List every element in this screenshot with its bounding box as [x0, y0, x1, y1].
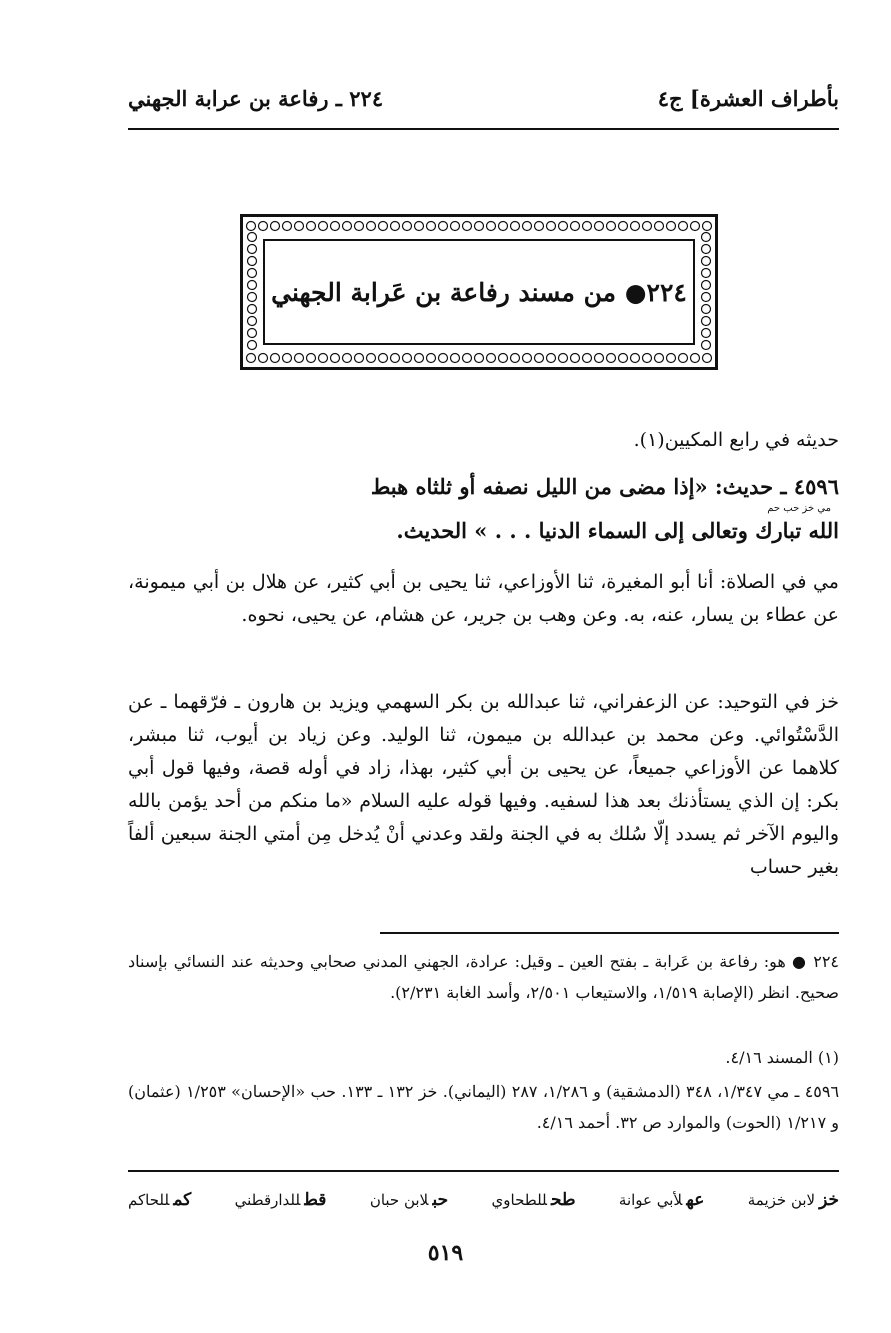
footnote-hadith-refs: ٤٥٩٦ ـ مي ١/٣٤٧، ٣٤٨ (الدمشقية) و ١/٢٨٦، ٢٨٧ (اليماني). خز ١٣٢ ـ ١٣٣. حب «الإحسان» ١/٢٥٣ (عثمان) و ١/٢١٧ (الحوت) والموارد ص ٣٢. أحمد ٤/١٦. — [128, 1082, 840, 1132]
page-number: ٥١٩ — [427, 1240, 464, 1266]
hadith-heading-text: ٤٥٩٦ ـ حديث: «إذا مضى من الليل نصفه أو ثلثاه هبط — [370, 474, 839, 499]
legend-item: عهلأبي عوانة — [618, 1190, 705, 1210]
footnote-narrator: ٢٢٤ ● هو: رفاعة بن عَرابة ـ بفتح العين ـ وقيل: عرادة، الجهني المدني صحابي وحديثه عند النسائي بإسناد صحيح. انظر (الإصابة ١/٥١٩، والاستيعاب ٢/٥٠١، وأسد الغابة ٢/٢٣١). — [128, 952, 840, 1002]
hadith-heading-line2: الله تبارك وتعالى إلى السماء الدنيا . . . » الحديث. — [396, 518, 839, 543]
legend-item: قطللدارقطني — [234, 1190, 327, 1210]
intro-line: حديثه في رابع المكيين(١). — [633, 429, 839, 451]
section-title: ٢٢٤● من مسند رفاعة بن عَرابة الجهني — [271, 277, 687, 307]
legend-item: حبلابن حبان — [369, 1190, 449, 1210]
sigla-legend — [128, 1182, 839, 1218]
title-inner-box — [263, 239, 695, 345]
legend-item: خزلابن خزيمة — [747, 1190, 839, 1210]
legend-item: كمللحاكم — [128, 1190, 192, 1210]
header-section-title: ٢٢٤ ـ رفاعة بن عرابة الجهني — [128, 85, 384, 111]
title-frame — [240, 214, 718, 370]
paragraph-mi: مي في الصلاة: أنا أبو المغيرة، ثنا الأوزاعي، ثنا يحيى بن أبي كثير، عن هلال بن أبي ميمونة، عن عطاء بن يسار، عنه، به. وعن وهب بن جرير، عن هشام، عن يحيى، نحوه. — [128, 571, 839, 626]
footnote-1: (١) المسند ٤/١٦. — [725, 1048, 839, 1067]
footnote-rule — [380, 932, 839, 934]
paragraph-khz: خز في التوحيد: عن الزعفراني، ثنا عبدالله بن بكر السهمي ويزيد بن هارون ـ فرّقهما ـ عن الدَّسْتُوائي. وعن محمد بن عبدالله بن ميمون، ثنا الوليد. وعن زياد بن أيوب، ثنا مبشر، كلاهما عن الأوزاعي جميعاً، عن يحيى بن أبي كثير، بهذا، زاد في أوله قصة، وفيها قول أبي بكر: إن الذي يستأذنك بعد هذا لسفيه. وفيها قوله عليه السلام «ما منكم من أحد يؤمن بالله واليوم الآخر ثم يسدد إلّا سُلك به في الجنة ولقد وعدني أنْ يُدخل مِن أمتي الجنة سبعين ألفاً بغير حساب — [128, 691, 839, 878]
hadith-sigla: مي خز حب حم — [767, 503, 831, 514]
header-rule — [128, 128, 839, 130]
hadith-heading — [128, 474, 839, 499]
header-volume-title: بأطراف العشرة] ج٤ — [657, 85, 839, 111]
running-header — [128, 78, 839, 118]
legend-rule — [128, 1170, 839, 1172]
legend-item: طحللطحاوي — [491, 1190, 576, 1210]
